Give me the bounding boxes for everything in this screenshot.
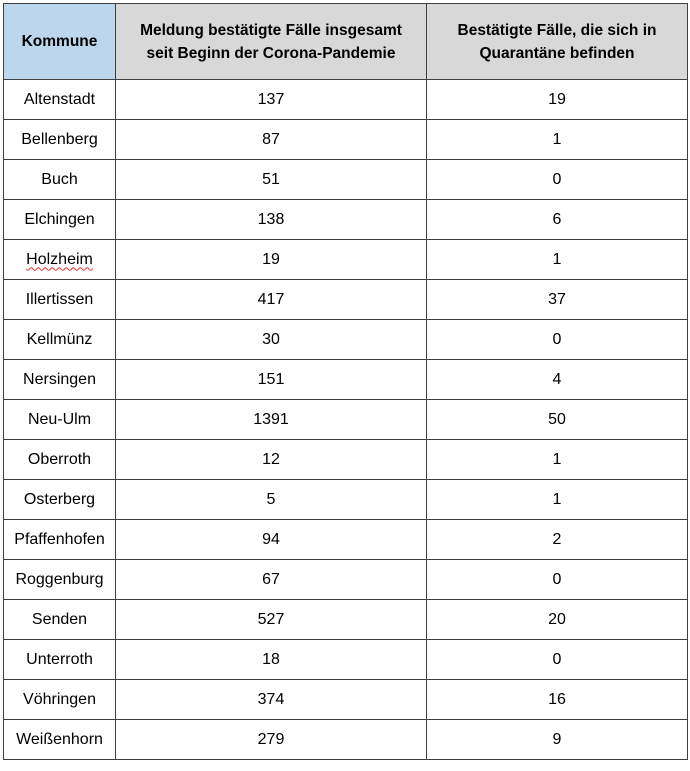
cell-quarantaene: 4 <box>427 360 688 400</box>
cell-gesamt: 12 <box>116 440 427 480</box>
cell-quarantaene: 1 <box>427 120 688 160</box>
table-row <box>4 400 688 440</box>
cell-quarantaene: 9 <box>427 720 688 760</box>
cell-quarantaene: 1 <box>427 440 688 480</box>
cell-gesamt: 67 <box>116 560 427 600</box>
cell-quarantaene: 37 <box>427 280 688 320</box>
cell-kommune: Nersingen <box>4 360 116 400</box>
table-row <box>4 440 688 480</box>
cell-quarantaene: 20 <box>427 600 688 640</box>
header-kommune: Kommune <box>4 4 116 80</box>
cell-kommune: Osterberg <box>4 480 116 520</box>
cell-kommune: Vöhringen <box>4 680 116 720</box>
cell-quarantaene: 16 <box>427 680 688 720</box>
table-row <box>4 120 688 160</box>
table-row <box>4 160 688 200</box>
table-row <box>4 520 688 560</box>
table-row <box>4 280 688 320</box>
cell-quarantaene: 2 <box>427 520 688 560</box>
cell-quarantaene: 1 <box>427 480 688 520</box>
header-meldung-line2: seit Beginn der Corona-Pandemie <box>146 44 396 62</box>
header-meldung-line1: Meldung bestätigte Fälle insgesamt <box>140 21 402 39</box>
cell-kommune: Kellmünz <box>4 320 116 360</box>
cell-quarantaene: 50 <box>427 400 688 440</box>
table-body <box>4 80 688 760</box>
cell-gesamt: 30 <box>116 320 427 360</box>
table-row <box>4 240 688 280</box>
cell-quarantaene: 0 <box>427 320 688 360</box>
table-row <box>4 320 688 360</box>
cell-kommune: Illertissen <box>4 280 116 320</box>
table-row <box>4 680 688 720</box>
cell-gesamt: 94 <box>116 520 427 560</box>
cell-kommune: Elchingen <box>4 200 116 240</box>
table-row <box>4 600 688 640</box>
cell-gesamt: 87 <box>116 120 427 160</box>
cases-table <box>3 3 688 760</box>
cell-kommune: Pfaffenhofen <box>4 520 116 560</box>
cell-gesamt: 279 <box>116 720 427 760</box>
cell-kommune: Oberroth <box>4 440 116 480</box>
cell-gesamt: 137 <box>116 80 427 120</box>
cell-kommune: Altenstadt <box>4 80 116 120</box>
cell-quarantaene: 0 <box>427 640 688 680</box>
header-row <box>4 4 688 80</box>
cell-kommune: Senden <box>4 600 116 640</box>
table-row <box>4 360 688 400</box>
cell-gesamt: 138 <box>116 200 427 240</box>
cell-quarantaene: 1 <box>427 240 688 280</box>
table-row <box>4 80 688 120</box>
cell-gesamt: 417 <box>116 280 427 320</box>
header-quarantaene-line1: Bestätigte Fälle, die sich in <box>457 21 657 39</box>
cell-gesamt: 19 <box>116 240 427 280</box>
table-row <box>4 640 688 680</box>
cell-kommune: Unterroth <box>4 640 116 680</box>
header-quarantaene <box>427 4 688 80</box>
table-row <box>4 720 688 760</box>
cell-gesamt: 5 <box>116 480 427 520</box>
cell-kommune: Roggenburg <box>4 560 116 600</box>
cell-gesamt: 18 <box>116 640 427 680</box>
cell-kommune: Buch <box>4 160 116 200</box>
header-quarantaene-line2: Quarantäne befinden <box>479 44 635 62</box>
table-row <box>4 560 688 600</box>
cell-gesamt: 51 <box>116 160 427 200</box>
header-meldung <box>116 4 427 80</box>
cell-kommune <box>4 240 116 280</box>
cell-quarantaene: 19 <box>427 80 688 120</box>
cell-kommune: Bellenberg <box>4 120 116 160</box>
spellcheck-word: Holzheim <box>26 250 93 268</box>
cell-gesamt: 151 <box>116 360 427 400</box>
cell-gesamt: 527 <box>116 600 427 640</box>
table-row <box>4 200 688 240</box>
cell-quarantaene: 0 <box>427 160 688 200</box>
cell-kommune: Weißenhorn <box>4 720 116 760</box>
cell-quarantaene: 0 <box>427 560 688 600</box>
table-header <box>4 4 688 80</box>
table-row <box>4 480 688 520</box>
cell-gesamt: 1391 <box>116 400 427 440</box>
cell-quarantaene: 6 <box>427 200 688 240</box>
cell-kommune: Neu-Ulm <box>4 400 116 440</box>
cell-gesamt: 374 <box>116 680 427 720</box>
